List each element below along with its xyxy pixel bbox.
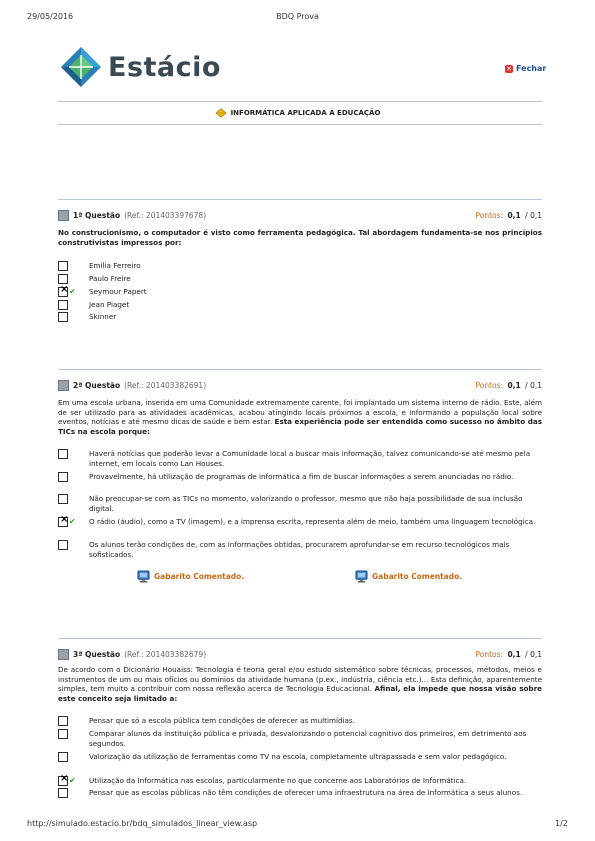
option-checkbox[interactable]	[58, 788, 68, 798]
gabarito-comentado-link[interactable]: Gabarito Comentado.	[137, 570, 244, 583]
correct-check-icon: ✔	[69, 776, 76, 785]
question-ref: (Ref.: 201403397678)	[124, 211, 207, 220]
question-marker-icon	[58, 649, 69, 660]
option-checkbox[interactable]	[58, 494, 68, 504]
answer-option[interactable]	[58, 472, 542, 482]
question-header	[58, 380, 542, 391]
option-checkbox[interactable]	[58, 540, 68, 550]
question-points: Pontos: 0,1 / 0,1	[475, 650, 542, 659]
option-label: Utilização da Informática nas escolas, particularmente no que concerne aos Laboratórios de Informática.	[89, 776, 467, 785]
print-title: BDQ Prova	[276, 12, 319, 21]
answer-option[interactable]	[58, 494, 542, 513]
answer-option[interactable]	[58, 300, 542, 310]
answer-option[interactable]	[58, 261, 542, 271]
question-text: Em uma escola urbana, inserida em uma Comunidade extremamente carente, foi implantado um sistema interno de rádio. Este, além de ser utilizado para as atividades acadêmicas, acabou atingindo locais próximos a escola, e informando a população local sobre eventos, notícias e até mesmo dicas de saúde e bem estar. Esta experiência pode ser entendida como sucesso no âmbito das TICs na escola porque:	[58, 398, 542, 436]
monitor-icon	[137, 570, 150, 583]
header-rule-bottom	[58, 124, 542, 125]
question-number: 2ª Questão	[73, 381, 121, 390]
option-checkbox[interactable]	[58, 274, 68, 284]
question-marker-icon	[58, 380, 69, 391]
header-rule-top	[58, 101, 542, 102]
brand-name: Estácio	[108, 51, 221, 83]
option-label: O rádio (áudio), como a TV (imagem), e a imprensa escrita, representa além de meio, também uma linguagem tecnológica.	[89, 517, 536, 526]
answer-option[interactable]	[58, 729, 542, 748]
gabarito-comentado-link[interactable]: Gabarito Comentado.	[355, 570, 462, 583]
option-label: Pensar que as escolas públicas não têm condições de oferecer uma infraestrutura na área de informática a seus alunos.	[89, 788, 523, 797]
estacio-logo	[60, 46, 221, 88]
answer-option[interactable]	[58, 287, 542, 297]
question-points: Pontos: 0,1 / 0,1	[475, 211, 542, 220]
close-label: Fechar	[516, 64, 547, 73]
option-label: Seymour Papert	[89, 287, 147, 296]
answer-option[interactable]	[58, 716, 542, 726]
option-checkbox-checked[interactable]	[58, 287, 68, 297]
option-label: Emília Ferreiro	[89, 261, 141, 270]
question-ref: (Ref.: 201403382691)	[124, 381, 207, 390]
question-header	[58, 210, 542, 221]
answer-option[interactable]	[58, 449, 542, 468]
question-marker-icon	[58, 210, 69, 221]
question-number: 1ª Questão	[73, 211, 121, 220]
option-checkbox[interactable]	[58, 472, 68, 482]
answer-option[interactable]	[58, 517, 542, 527]
question-header	[58, 649, 542, 660]
option-label: Pensar que só a escola pública tem condições de oferecer as multimídias.	[89, 716, 355, 725]
question-text: No construcionismo, o computador é visto como ferramenta pedagógica. Tal abordagem fundamenta-se nos princípios construtivistas impressos por:	[58, 228, 542, 247]
option-checkbox[interactable]	[58, 729, 68, 739]
option-label: Provavelmente, há utilização de programas de informática a fim de buscar informações a serem anunciadas no rádio.	[89, 472, 514, 481]
option-label: Não preocupar-se com as TICs no momento, valorizando o professor, mesmo que não haja possibilidade de sua inclusão digital.	[89, 494, 523, 513]
option-checkbox[interactable]	[58, 449, 68, 459]
answer-option[interactable]	[58, 312, 542, 322]
option-label: Os alunos terão condições de, com as informações obtidas, procurarem aprofundar-se em recurso tecnológicos mais sofisticados.	[89, 540, 510, 559]
question-text: De acordo com o Dicionário Houaiss: Tecnologia é teoria geral e/ou estudo sistemático sobre técnicas, processos, métodos, meios e instrumentos de um ou mais ofícios ou domínios da atividade humana (p.ex., indústria, ciência etc.)... Esta definição, aparentemente simples, tem muito a contribuir com nossa reflexão acerca de Tecnologia Educacional. Afinal, ela impede que nossa visão sobre este conceito seja limitado a:	[58, 665, 542, 703]
close-icon: ✕	[506, 64, 512, 73]
option-checkbox[interactable]	[58, 300, 68, 310]
option-label: Jean Piaget	[89, 300, 130, 309]
monitor-icon	[355, 570, 368, 583]
answer-option[interactable]	[58, 788, 542, 798]
print-date: 29/05/2016	[27, 12, 74, 21]
option-label: Paulo Freire	[89, 274, 131, 283]
option-checkbox-checked[interactable]	[58, 517, 68, 527]
correct-check-icon: ✔	[69, 287, 76, 296]
print-page-number: 1/2	[555, 819, 568, 828]
question-ref: (Ref.: 201403382679)	[124, 650, 207, 659]
answer-option[interactable]	[58, 274, 542, 284]
option-label: Valorização da utilização de ferramentas como TV na escola, completamente ultrapassada e sem valor pedagógico.	[89, 752, 507, 761]
print-url: http://simulado.estacio.br/bdq_simulados_linear_view.asp	[27, 819, 258, 828]
correct-check-icon: ✔	[69, 517, 76, 526]
question-separator	[58, 638, 542, 639]
answer-option[interactable]	[58, 540, 542, 559]
subject-name: INFORMÁTICA APLICADA À EDUCAÇÃO	[230, 109, 381, 117]
option-checkbox[interactable]	[58, 716, 68, 726]
subject-title	[0, 108, 595, 118]
close-button[interactable]	[505, 64, 546, 73]
question-points: Pontos: 0,1 / 0,1	[475, 381, 542, 390]
option-label: Haverá notícias que poderão levar a Comunidade local a buscar mais informação, talvez comunicando-se até mesmo pela internet, em locais como Lan Houses.	[89, 449, 531, 468]
pencil-icon	[215, 108, 227, 118]
option-label: Comparar alunos da instituição pública e privada, desvalorizando o potencial cognitivo dos primeiros, em detrimento aos segundos.	[89, 729, 527, 748]
option-checkbox[interactable]	[58, 261, 68, 271]
estacio-logo-icon	[60, 46, 102, 88]
option-label: Skinner	[89, 312, 117, 321]
question-separator	[58, 199, 542, 200]
option-checkbox[interactable]	[58, 312, 68, 322]
question-separator	[58, 369, 542, 370]
option-checkbox-checked[interactable]	[58, 776, 68, 786]
option-checkbox[interactable]	[58, 752, 68, 762]
answer-option[interactable]	[58, 752, 542, 762]
answer-option[interactable]	[58, 776, 542, 786]
question-number: 3ª Questão	[73, 650, 121, 659]
